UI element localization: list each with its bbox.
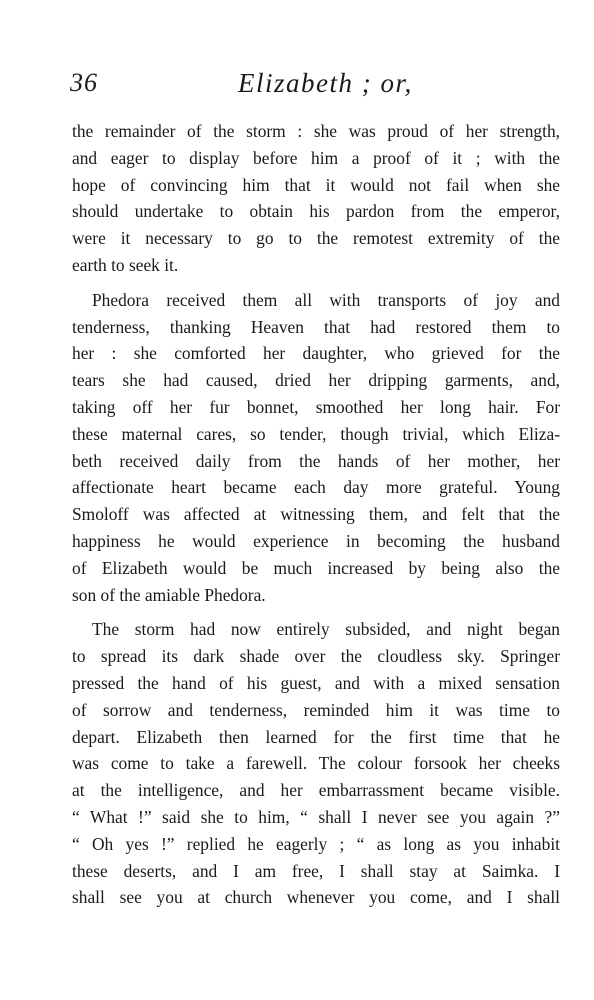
text-line: was come to take a farewell. The colour forsook her cheeks (72, 753, 560, 774)
text-line: “ Oh yes !” replied he eagerly ; “ as long as you inhabit (72, 833, 560, 854)
text-line: were it necessary to go to the remotest extremity of the (72, 228, 560, 249)
text-line: pressed the hand of his guest, and with a mixed sensation (72, 672, 560, 693)
text-line: her : she comforted her daughter, who grieved for the (72, 343, 560, 364)
text-line: shall see you at church whenever you come, and I shall (72, 887, 560, 908)
paragraph-3 (72, 616, 560, 911)
text-line: affectionate heart became each day more grateful. Young (72, 477, 560, 498)
text-line: hope of convincing him that it would not fail when she (72, 174, 560, 195)
text-line: the remainder of the storm : she was proud of her strength, (72, 121, 560, 141)
paragraph-1 (72, 118, 560, 279)
text-line: taking off her fur bonnet, smoothed her long hair. For (72, 396, 560, 417)
text-line: and eager to display before him a proof of it ; with the (72, 147, 560, 168)
body-text (72, 118, 560, 911)
text-line: depart. Elizabeth then learned for the first time that he (72, 726, 560, 747)
text-line: of Elizabeth would be much increased by being also the (72, 557, 560, 578)
text-line: these deserts, and I am free, I shall stay at Saimka. I (72, 860, 560, 881)
text-line: earth to seek it. (72, 254, 179, 275)
text-line: Phedora received them all with transports of joy and (92, 289, 560, 310)
text-line: these maternal cares, so tender, though trivial, which Eliza- (72, 423, 560, 444)
text-line: to spread its dark shade over the cloudless sky. Springer (72, 646, 560, 667)
text-line: of sorrow and tenderness, reminded him it was time to (72, 699, 560, 720)
text-line: Smoloff was affected at witnessing them, and felt that the (72, 504, 560, 525)
text-line: should undertake to obtain his pardon from the emperor, (72, 201, 560, 222)
page-header (70, 68, 560, 104)
text-line: son of the amiable Phedora. (72, 584, 266, 605)
text-line: tears she had caused, dried her dripping garments, and, (72, 370, 560, 391)
page-number: 36 (70, 68, 98, 97)
running-title: Elizabeth ; or, (238, 68, 413, 98)
text-line: tenderness, thanking Heaven that had restored them to (72, 316, 560, 337)
text-line: beth received daily from the hands of her mother, her (72, 450, 560, 471)
text-line: “ What !” said she to him, “ shall I never see you again ?” (72, 806, 560, 827)
text-line: at the intelligence, and her embarrassment became visible. (72, 780, 560, 801)
paragraph-2 (72, 287, 560, 609)
text-line: happiness he would experience in becoming the husband (72, 530, 560, 551)
text-line: The storm had now entirely subsided, and night began (92, 619, 560, 640)
